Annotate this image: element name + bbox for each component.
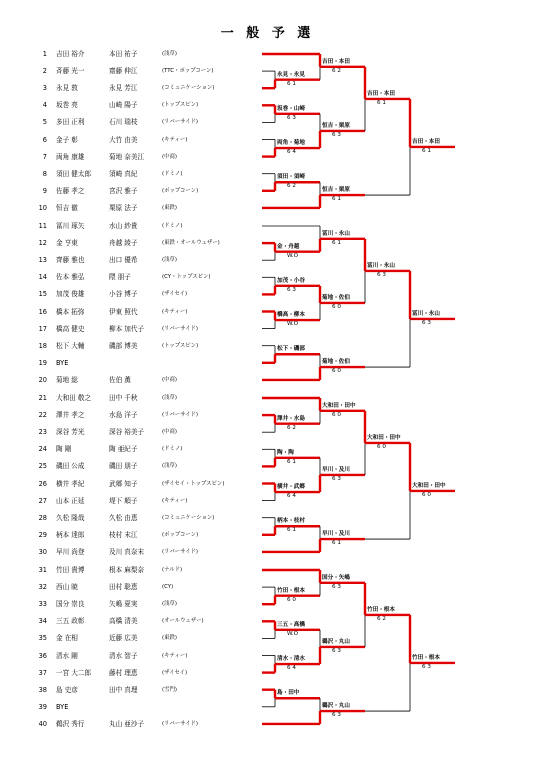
club-name: (キティー) <box>162 497 188 504</box>
club-name: (中商) <box>162 153 177 160</box>
club-name: (中商) <box>162 429 177 436</box>
player1-name: 菊地 総 <box>56 375 78 384</box>
winner-name: 鵜沢・丸山 <box>322 703 350 710</box>
entry-number: 38 <box>38 685 47 694</box>
entry-number: 37 <box>38 668 47 677</box>
entry-number: 23 <box>38 428 47 437</box>
winner-name: 早川・及川 <box>322 531 350 538</box>
match-score: 6 3 <box>332 583 341 590</box>
club-name: (キティー) <box>162 136 188 143</box>
player1-name: 金 亨東 <box>56 239 78 248</box>
club-name: (コミュニケーション) <box>162 85 215 92</box>
club-name: (キティー) <box>162 652 188 659</box>
club-name: (浅草) <box>162 463 177 470</box>
winner-name: 吉田・本田 <box>322 58 350 65</box>
player1-name: 加茂 俊雄 <box>56 290 85 299</box>
winner-name: 加茂・小谷 <box>277 277 305 284</box>
match-score: 6 1 <box>332 196 341 203</box>
match-score: 6 2 <box>287 424 296 431</box>
club-name: (ナルド) <box>162 567 183 573</box>
player2-name: 隈 朋子 <box>109 273 131 282</box>
winner-name: 竹田・根本 <box>277 587 305 594</box>
entry-number: 2 <box>42 67 47 76</box>
player1-name: 橋高 健史 <box>56 324 85 333</box>
entry-number: 15 <box>38 290 47 299</box>
player2-name: 須崎 真紀 <box>109 169 138 178</box>
match-score: 6 1 <box>422 147 431 154</box>
winner-name: 大和田・田中 <box>412 482 446 489</box>
club-name: (コミュニケーション) <box>162 514 215 521</box>
club-name: (ザイセイ・トップスピン) <box>162 480 225 487</box>
winner-name: 橋高・柳本 <box>277 312 305 319</box>
winner-name: 菊地・佐伯 <box>322 359 350 366</box>
player2-name: 田中 千秋 <box>109 394 138 402</box>
entry-number: 4 <box>42 101 47 110</box>
entry-number: 18 <box>38 341 47 350</box>
entry-number: 31 <box>38 566 47 574</box>
entry-number: 5 <box>42 118 47 127</box>
player1-name: 三五 政彰 <box>56 617 85 626</box>
player2-name: 齋藤 伸江 <box>109 67 138 76</box>
player2-name: 舟越 綾子 <box>109 239 138 248</box>
club-name: (ドミノ) <box>162 170 183 177</box>
entry-number: 8 <box>42 169 47 178</box>
club-name: (リバーサイド) <box>162 325 199 332</box>
match-score: W.O <box>287 321 299 328</box>
match-score: 6 2 <box>377 615 386 622</box>
match-score: 6 1 <box>287 458 296 465</box>
match-score: 6 3 <box>287 114 296 121</box>
player2-name: 栗原 法子 <box>109 203 138 212</box>
match-score: 6 4 <box>287 493 296 500</box>
winner-name: 大和田・田中 <box>322 402 356 409</box>
match-score: 6 0 <box>377 443 386 450</box>
player2-name: 石川 瑞枝 <box>109 118 138 127</box>
player1-name: 清水 剛 <box>56 651 78 660</box>
page-title: 一 般 予 選 <box>220 26 315 41</box>
club-name: (オールウェザー) <box>162 618 204 625</box>
winner-name: 清水・清水 <box>277 656 305 663</box>
player1-name: 早川 尚登 <box>56 547 85 556</box>
club-name: (中商) <box>162 376 177 383</box>
winner-name: 横井・武郷 <box>277 484 305 491</box>
entry-number: 19 <box>38 358 47 367</box>
match-score: 6 0 <box>332 303 341 310</box>
match-score: 6 3 <box>332 131 341 138</box>
player1-name: BYE <box>56 702 69 711</box>
player1-name: 金子 彰 <box>56 135 78 144</box>
match-score: 6 3 <box>332 647 341 654</box>
player1-name: BYE <box>56 358 69 367</box>
club-name: (東鉄) <box>162 204 177 211</box>
player2-name: 小谷 博子 <box>109 290 138 299</box>
player1-name: 齊藤 雅也 <box>56 256 85 265</box>
club-name: (東鉄) <box>162 635 177 642</box>
winner-name: 竹田・根本 <box>367 606 395 613</box>
winner-name: 金・舟越 <box>277 243 300 250</box>
player2-name: 枝村 末江 <box>109 530 138 539</box>
club-name: (東鉄・オールウェザー) <box>162 240 220 247</box>
player1-name: 島 史彦 <box>56 685 78 694</box>
entry-number: 13 <box>38 256 47 265</box>
player2-name: 田中 真理 <box>109 685 138 694</box>
player1-name: 斉藤 光一 <box>56 67 85 76</box>
player2-name: 山崎 陽子 <box>109 101 138 110</box>
match-score: 6 0 <box>332 368 341 375</box>
player1-name: 松下 大輔 <box>56 341 85 350</box>
player1-name: 深谷 芳光 <box>56 428 85 437</box>
entry-number: 10 <box>38 203 47 212</box>
match-score: W.O <box>287 252 299 259</box>
entry-number: 24 <box>38 445 47 454</box>
winner-name: 島・田中 <box>277 690 300 697</box>
player1-name: 大和田 敬之 <box>56 394 92 402</box>
player2-name: 永見 芳江 <box>109 84 138 93</box>
winner-name: 三五・高橋 <box>277 621 305 628</box>
match-score: 6 2 <box>287 183 296 190</box>
entry-number: 36 <box>38 651 47 660</box>
winner-name: 陶・陶 <box>277 449 294 456</box>
winner-name: 柄本・枝村 <box>277 518 305 525</box>
winner-name: 吉田・本田 <box>367 90 395 97</box>
player1-name: 竹田 貴博 <box>56 566 85 574</box>
player2-name: 大竹 由美 <box>109 135 138 144</box>
winner-name: 恒吉・栗原 <box>322 187 350 194</box>
player2-name: 水山 紗貴 <box>109 222 138 230</box>
winner-name: 坂巻・山崎 <box>277 105 305 112</box>
player1-name: 佐本 雅弘 <box>56 273 85 282</box>
player2-name: 根本 麻梨奈 <box>109 566 145 574</box>
winner-name: 吉田・本田 <box>412 138 440 145</box>
entry-number: 6 <box>42 135 47 144</box>
club-name: (トップスピン) <box>162 102 199 109</box>
player2-name: 藤村 理恵 <box>109 668 138 677</box>
player1-name: 金 在相 <box>56 634 78 643</box>
player2-name: 柳本 加代子 <box>109 324 145 333</box>
club-name: (リバーサイド) <box>162 720 199 727</box>
match-score: 6 4 <box>287 149 296 156</box>
player1-name: 柄本 達郎 <box>56 530 85 539</box>
club-name: (CY) <box>162 584 174 591</box>
player2-name: 菊地 奈美江 <box>109 152 145 161</box>
player2-name: 清水 智子 <box>109 651 138 660</box>
match-score: 6 3 <box>377 271 386 278</box>
entry-number: 11 <box>38 222 47 230</box>
club-name: (雪門) <box>162 686 177 693</box>
entry-number: 27 <box>38 496 47 505</box>
match-score: 6 0 <box>422 491 431 498</box>
winner-name: 恒吉・栗原 <box>322 122 350 129</box>
entry-number: 14 <box>38 273 47 282</box>
player1-name: 磯田 公成 <box>56 462 85 471</box>
match-score: 6 1 <box>332 540 341 547</box>
entry-number: 29 <box>38 530 47 539</box>
player1-name: 横井 孝紀 <box>56 479 85 488</box>
entry-number: 28 <box>38 513 47 522</box>
player2-name: 久松 由恵 <box>109 513 138 522</box>
club-name: (キティー) <box>162 308 188 315</box>
club-name: (ドミノ) <box>162 223 183 229</box>
player2-name: 田村 聡恵 <box>109 583 138 592</box>
entry-number: 9 <box>42 186 47 195</box>
player2-name: 深谷 裕美子 <box>109 428 145 437</box>
entry-number: 3 <box>42 84 47 93</box>
player2-name: 本田 祐子 <box>109 50 138 58</box>
player1-name: 須田 健太郎 <box>56 169 92 178</box>
club-name: (リバーサイド) <box>162 412 199 419</box>
match-score: 6 3 <box>422 663 431 670</box>
match-score: W.O <box>287 630 299 637</box>
entry-number: 26 <box>38 479 47 488</box>
club-name: (TTC・ポップコーン) <box>162 68 214 75</box>
player2-name: 近藤 広美 <box>109 634 138 643</box>
player2-name: 矢嶋 夏実 <box>109 600 138 609</box>
club-name: (浅草) <box>162 257 177 264</box>
entry-number: 16 <box>38 307 47 316</box>
winner-name: 松下・磯部 <box>277 346 305 353</box>
entry-number: 33 <box>38 600 47 609</box>
entry-number: 22 <box>38 411 47 420</box>
entry-number: 39 <box>38 702 47 711</box>
match-score: 6 2 <box>332 67 341 74</box>
club-name: (ポップコーン) <box>162 187 199 194</box>
player2-name: 陶 亜紀子 <box>109 445 138 454</box>
match-score: 6 1 <box>332 239 341 246</box>
club-name: (リバーサイド) <box>162 119 199 126</box>
entry-number: 1 <box>42 50 47 58</box>
player2-name: 高橋 清美 <box>109 617 138 626</box>
player1-name: 橋本 拓弥 <box>56 307 85 316</box>
player1-name: 国分 崇良 <box>56 600 85 609</box>
winner-name: 永見・永見 <box>277 71 305 78</box>
club-name: (ドミノ) <box>162 446 183 453</box>
club-name: (トップスピン) <box>162 342 199 349</box>
entry-number: 20 <box>38 375 47 384</box>
player2-name: 磯田 朋子 <box>109 462 138 471</box>
entry-number: 21 <box>38 394 47 402</box>
player1-name: 恒吉 徹 <box>56 203 78 212</box>
entry-number: 30 <box>38 547 47 556</box>
player1-name: 一宮 大二郎 <box>56 668 92 677</box>
player2-name: 宮沢 雅子 <box>109 186 138 195</box>
club-name: (浅草) <box>162 601 177 608</box>
player1-name: 坂巻 亮 <box>56 101 78 110</box>
entry-number: 34 <box>38 617 47 626</box>
entry-number: 7 <box>42 152 47 161</box>
match-score: 6 0 <box>332 411 341 418</box>
winner-name: 大和田・田中 <box>367 434 401 441</box>
player1-name: 永見 敦 <box>56 84 78 93</box>
entry-number: 32 <box>38 583 47 592</box>
player1-name: 佐藤 孝之 <box>56 186 85 195</box>
entry-number: 35 <box>38 634 47 643</box>
winner-name: 菊地・佐伯 <box>322 294 350 301</box>
player2-name: 水島 洋子 <box>109 411 138 420</box>
club-name: (ポップコーン) <box>162 531 199 538</box>
match-score: 6 1 <box>377 99 386 106</box>
club-name: (リバーサイド) <box>162 548 199 555</box>
club-name: (浅草) <box>162 395 177 401</box>
player2-name: 伊東 照代 <box>109 307 138 316</box>
winner-name: 冨川・永山 <box>322 230 350 237</box>
player2-name: 武郷 知子 <box>109 479 138 488</box>
player1-name: 陶 剛 <box>56 445 72 454</box>
entry-number: 25 <box>38 462 47 471</box>
winner-name: 早川・及川 <box>322 466 350 473</box>
match-score: 6 3 <box>332 712 341 719</box>
match-score: 6 1 <box>287 527 296 534</box>
player2-name: 丸山 亜沙子 <box>109 719 145 728</box>
player1-name: 両角 康雄 <box>56 152 85 161</box>
player2-name: 磯部 博美 <box>109 341 138 350</box>
match-score: 6 4 <box>287 665 296 672</box>
club-name: (ザイセイ) <box>162 669 188 676</box>
player2-name: 及川 真奈末 <box>109 547 145 556</box>
player1-name: 吉田 裕介 <box>56 50 85 58</box>
club-name: (ザイセイ) <box>162 291 188 298</box>
player1-name: 山本 正延 <box>56 496 85 505</box>
entry-number: 40 <box>38 719 47 728</box>
player1-name: 多田 正利 <box>56 118 85 127</box>
match-score: 6 3 <box>422 319 431 326</box>
winner-name: 冨川・永山 <box>412 310 440 317</box>
player1-name: 鵜沢 秀行 <box>56 719 85 728</box>
winner-name: 竹田・根本 <box>412 654 440 661</box>
club-name: (CY・トップスピン) <box>162 274 211 281</box>
entry-number: 12 <box>38 239 47 248</box>
player2-name: 佐伯 薫 <box>109 375 131 384</box>
match-score: 6 3 <box>332 475 341 482</box>
match-score: 6 0 <box>287 596 296 603</box>
winner-name: 鵜沢・丸山 <box>322 638 350 645</box>
match-score: 6 3 <box>287 286 296 293</box>
player1-name: 西山 暁 <box>56 583 78 592</box>
winner-name: 両角・菊地 <box>277 140 305 147</box>
winner-name: 須田・須崎 <box>277 174 305 181</box>
match-score: 6 1 <box>287 80 296 87</box>
player2-name: 堤下 順子 <box>109 496 138 505</box>
winner-name: 澤井・水島 <box>277 415 305 422</box>
entry-number: 17 <box>38 324 47 333</box>
winner-name: 国分・矢嶋 <box>322 574 350 581</box>
player1-name: 澤井 孝之 <box>56 411 85 420</box>
player1-name: 冨川 琢矢 <box>56 222 85 230</box>
club-name: (浅草) <box>162 51 177 57</box>
player2-name: 出口 優希 <box>109 256 138 265</box>
player1-name: 久松 隆哉 <box>56 513 85 522</box>
winner-name: 冨川・永山 <box>367 262 395 269</box>
